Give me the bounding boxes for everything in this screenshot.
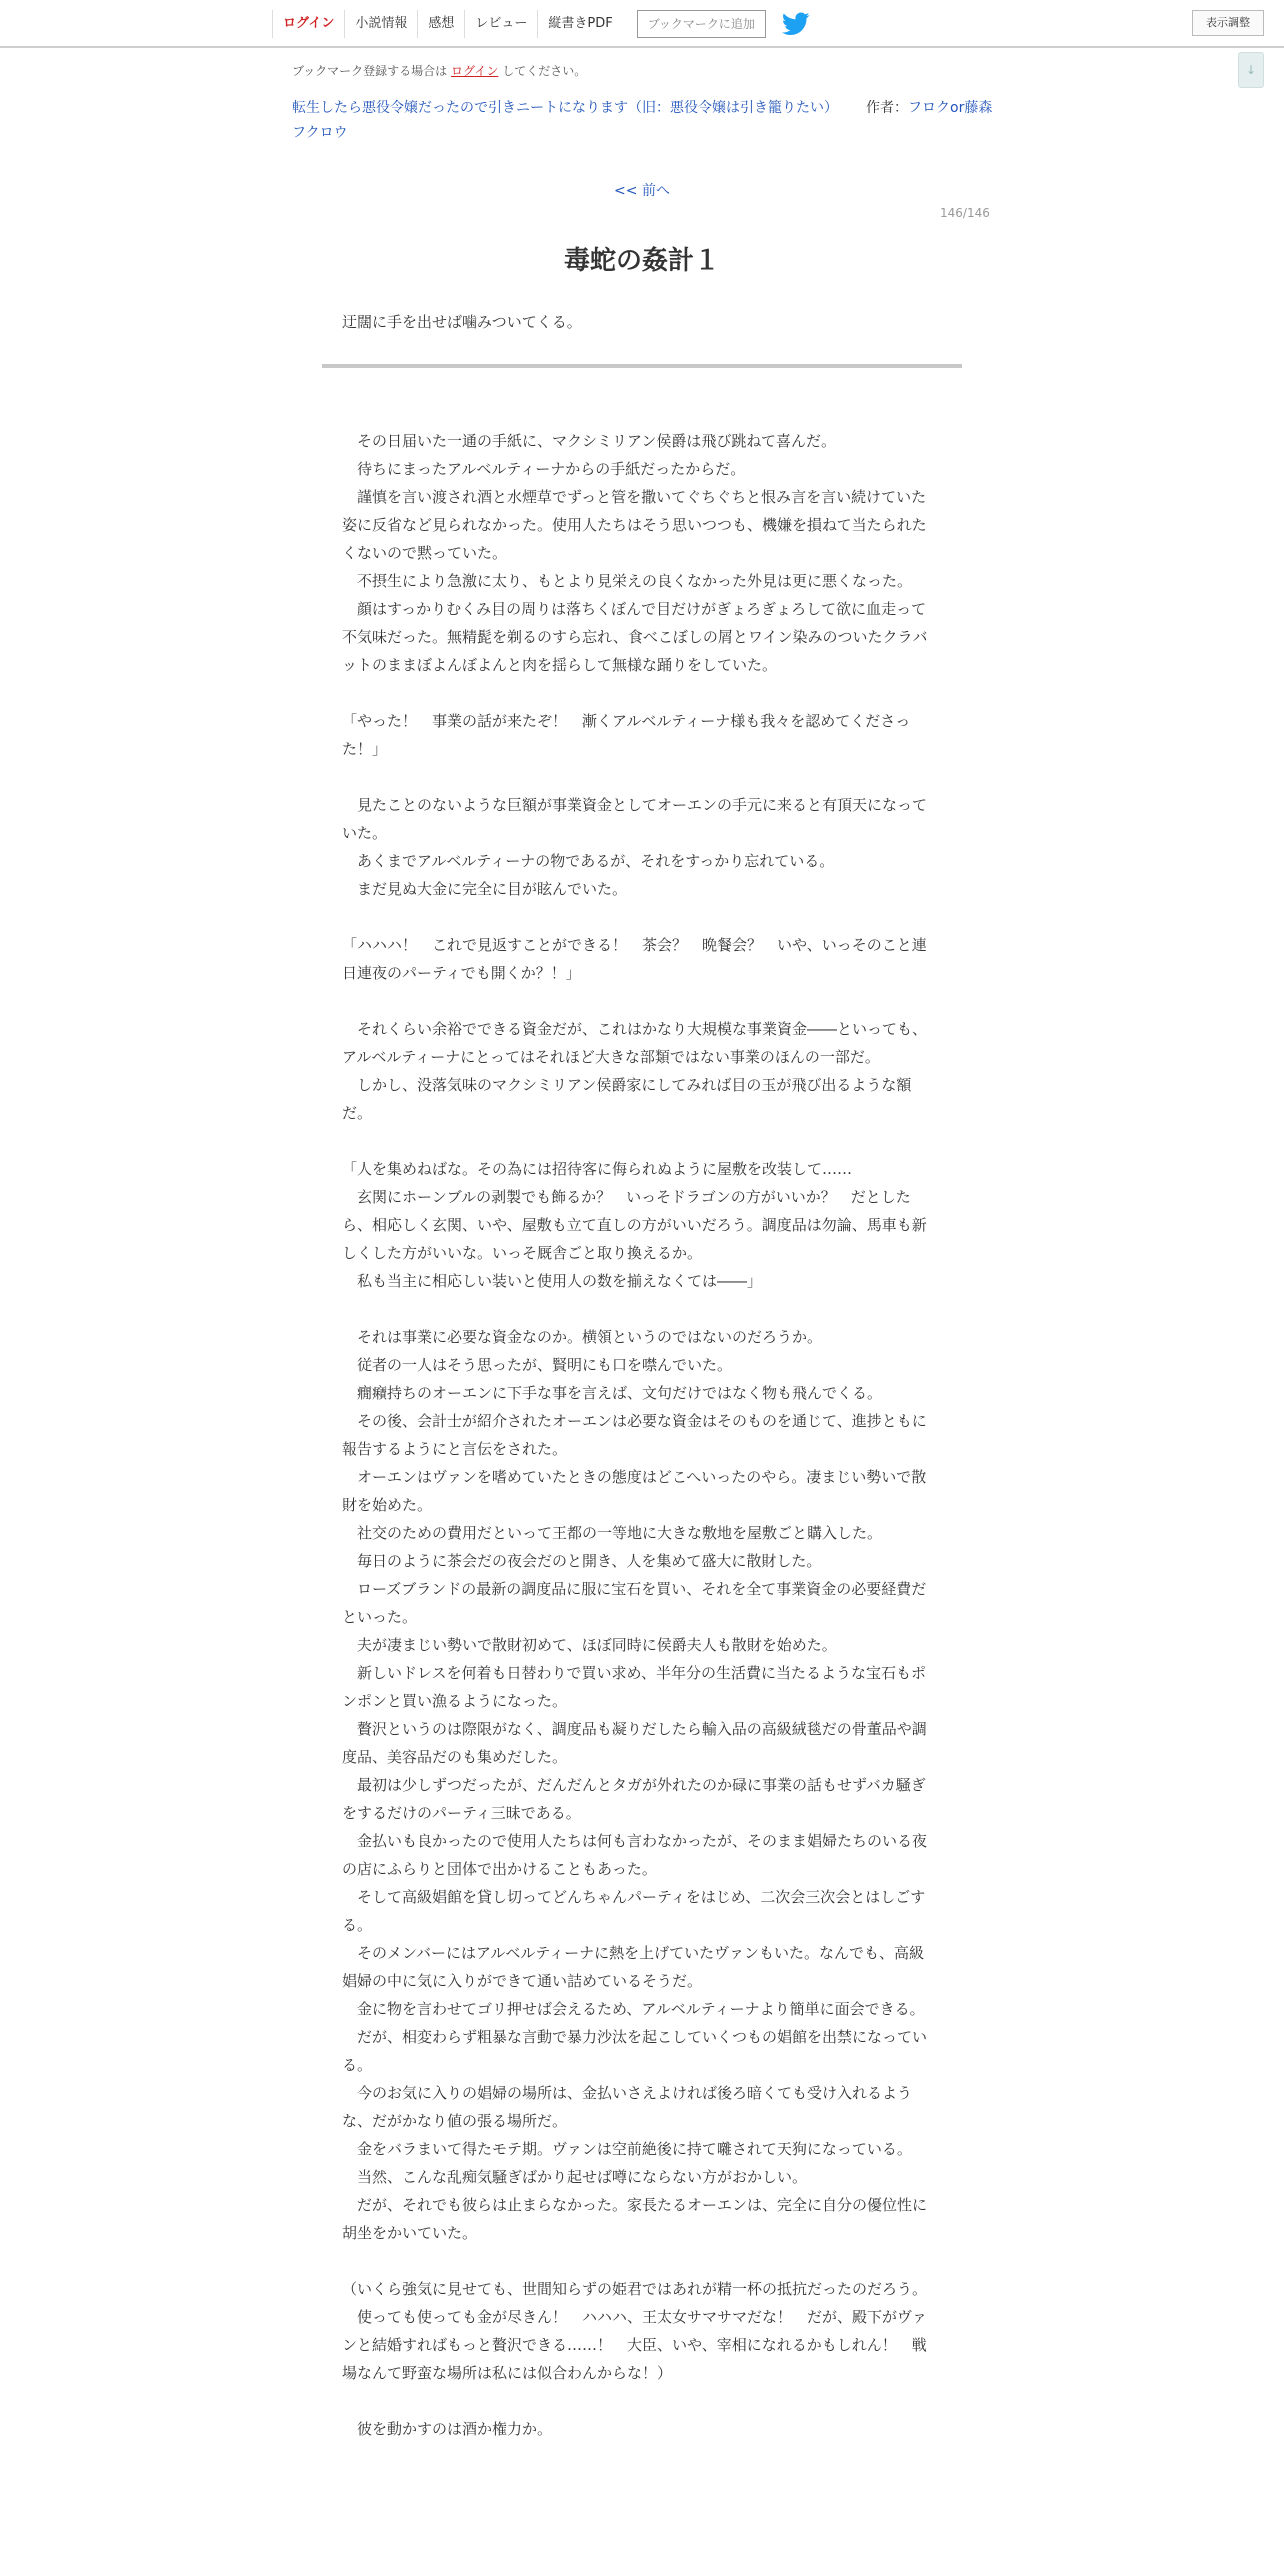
body-paragraph xyxy=(342,903,938,931)
twitter-icon[interactable] xyxy=(782,12,810,36)
body-paragraph: 謹慎を言い渡され酒と水煙草でずっと管を撒いてぐちぐちと恨み言を言い続けていた姿に反省など見られなかった。使用人たちはそう思いつつも、機嫌を損ねて当たられたくないので黙っていた。 xyxy=(342,488,927,562)
body-paragraph: 夫が凄まじい勢いで散財初めて、ほぼ同時に侯爵夫人も散財を始めた。 xyxy=(342,1636,837,1654)
body-paragraph: だが、相変わらず粗暴な言動で暴力沙汰を起こしていくつもの娼館を出禁になっている。 xyxy=(342,2028,928,2074)
chapter-title: 毒蛇の姦計１ xyxy=(563,246,720,276)
body-paragraph: あくまでアルベルティーナの物であるが、それをすっかり忘れている。 xyxy=(342,852,835,870)
novel-title-link[interactable]: 転生したら悪役令嬢だったので引きニートになります（旧：悪役令嬢は引き籠りたい） xyxy=(292,100,838,116)
body-paragraph: オーエンはヴァンを嗜めていたときの態度はどこへいったのやら。凄まじい勢いで散財を始めた。 xyxy=(342,1468,927,1514)
body-paragraph: 金払いも良かったので使用人たちは何も言わなかったが、そのまま娼婦たちのいる夜の店にふらりと団体で出かけることもあった。 xyxy=(342,1832,928,1878)
chapter-preface: 迂闊に手を出せば噛みついてくる。 xyxy=(342,313,582,331)
body-paragraph: まだ見ぬ大金に完全に目が眩んでいた。 xyxy=(342,880,628,898)
body-paragraph: ローズブランドの最新の調度品に服に宝石を買い、それを全て事業資金の必要経費だといった。 xyxy=(342,1580,927,1626)
body-paragraph xyxy=(342,679,938,707)
body-paragraph: 見たことのないような巨額が事業資金としてオーエンの手元に来ると有頂天になっていた。 xyxy=(342,796,928,842)
bookmark-notice xyxy=(292,62,586,79)
page-count: 146/146 xyxy=(940,206,990,220)
body-paragraph: 待ちにまったアルベルティーナからの手紙だったからだ。 xyxy=(342,460,746,478)
body-paragraph: 毎日のように茶会だの夜会だのと開き、人を集めて盛大に散財した。 xyxy=(342,1552,822,1570)
review-link[interactable]: レビュー xyxy=(464,10,537,38)
login-link[interactable]: ログイン xyxy=(272,10,344,38)
add-bookmark-button[interactable]: ブックマークに追加 xyxy=(637,10,766,38)
body-paragraph: 金に物を言わせてゴリ押せば会えるため、アルベルティーナより簡単に面会できる。 xyxy=(342,2000,925,2018)
body-paragraph: 最初は少しずつだったが、だんだんとタガが外れたのか碌に事業の話もせずバカ騒ぎをするだけのパーティ三昧である。 xyxy=(342,1776,926,1822)
novel-info-link[interactable]: 小説情報 xyxy=(344,10,417,38)
body-paragraph: その後、会計士が紹介されたオーエンは必要な資金はそのものを通じて、進捗ともに報告するようにと言伝をされた。 xyxy=(342,1412,927,1458)
body-paragraph xyxy=(342,1295,938,1323)
novel-body xyxy=(342,427,938,2443)
body-paragraph xyxy=(342,2387,938,2415)
body-paragraph: 社交のための費用だといって王都の一等地に大きな敷地を屋敷ごと購入した。 xyxy=(342,1524,883,1542)
body-paragraph: 玄関にホーンブルの剥製でも飾るか？ いっそドラゴンの方がいいか？ だとしたら、相応しく玄関、いや、屋敷も立て直しの方がいいだろう。調度品は勿論、馬車も新しくした方がいいな。いっそ厩舎ごと取り換えるか。 xyxy=(342,1188,927,1262)
impressions-link[interactable]: 感想 xyxy=(417,10,464,38)
body-paragraph xyxy=(342,2247,938,2275)
body-paragraph: 当然、こんな乱痴気騒ぎばかり起せば噂にならない方がおかしい。 xyxy=(342,2168,808,2186)
author-label: 作者： xyxy=(866,100,908,116)
body-paragraph: 癇癪持ちのオーエンに下手な事を言えば、文句だけではなく物も飛んでくる。 xyxy=(342,1384,883,1402)
body-paragraph: 彼を動かすのは酒か権力か。 xyxy=(342,2420,553,2438)
display-settings-button[interactable]: 表示調整 xyxy=(1192,10,1264,36)
body-paragraph: 私も当主に相応しい装いと使用人の数を揃えなくては――」 xyxy=(342,1272,763,1290)
body-paragraph: 顔はすっかりむくみ目の周りは落ちくぼんで目だけがぎょろぎょろして欲に血走って不気味だった。無精髭を剃るのすら忘れ、食べこぼしの屑とワイン染みのついたクラバットのままぼよんぼよんと肉を揺らして無様な踊りをしていた。 xyxy=(342,600,928,674)
body-paragraph: （いくら強気に見せても、世間知らずの姫君ではあれが精一杯の抵抗だったのだろう。 xyxy=(342,2280,928,2298)
body-paragraph: その日届いた一通の手紙に、マクシミリアン侯爵は飛び跳ねて喜んだ。 xyxy=(342,432,837,450)
scroll-down-button[interactable]: ↓ xyxy=(1238,52,1264,88)
body-paragraph: 使っても使っても金が尽きん！ ハハハ、王太女サマサマだな！ だが、殿下がヴァンと結婚すればもっと贅沢できる……！ 大臣、いや、宰相になれるかもしれん！ 戦場なんて野蛮な場所は私には似合わんからな！） xyxy=(342,2308,927,2382)
body-paragraph: それは事業に必要な資金なのか。横領というのではないのだろうか。 xyxy=(342,1328,823,1346)
body-paragraph: だが、それでも彼らは止まらなかった。家長たるオーエンは、完全に自分の優位性に胡坐をかいていた。 xyxy=(342,2196,928,2242)
body-paragraph xyxy=(342,987,938,1015)
body-paragraph: 従者の一人はそう思ったが、賢明にも口を噤んでいた。 xyxy=(342,1356,733,1374)
body-paragraph: 金をバラまいて得たモテ期。ヴァンは空前絶後に持て囃されて天狗になっている。 xyxy=(342,2140,912,2158)
body-paragraph: 「ハハハ！ これで見返すことができる！ 茶会？ 晩餐会？ いや、いっそのこと連日連夜のパーティでも開くか？！」 xyxy=(342,936,927,982)
main-nav xyxy=(272,8,810,40)
body-paragraph: 贅沢というのは際限がなく、調度品も凝りだしたら輸入品の高級絨毯だの骨董品や調度品、美容品だのも集めだした。 xyxy=(342,1720,927,1766)
body-paragraph: 不摂生により急激に太り、もとより見栄えの良くなかった外見は更に悪くなった。 xyxy=(342,572,913,590)
body-paragraph: 「やった！ 事業の話が来たぞ！ 漸くアルベルティーナ様も我々を認めてくださった！」 xyxy=(342,712,911,758)
body-paragraph: 「人を集めねばな。その為には招待客に侮られぬように屋敷を改装して…… xyxy=(342,1160,853,1178)
preface-divider xyxy=(322,364,962,368)
notice-suffix: してください。 xyxy=(498,64,587,78)
notice-prefix: ブックマーク登録する場合は xyxy=(292,64,451,78)
body-paragraph: しかし、没落気味のマクシミリアン侯爵家にしてみれば目の玉が飛び出るような額だ。 xyxy=(342,1076,912,1122)
body-paragraph xyxy=(342,1127,938,1155)
prev-page-link[interactable]: << 前へ xyxy=(614,183,670,199)
body-paragraph: 新しいドレスを何着も日替わりで買い求め、半年分の生活費に当たるような宝石もポンポンと買い漁るようになった。 xyxy=(342,1664,926,1710)
top-toolbar xyxy=(0,0,1284,48)
body-paragraph: そして高級娼館を貸し切ってどんちゃんパーティをはじめ、二次会三次会とはしごする。 xyxy=(342,1888,926,1934)
notice-login-link[interactable]: ログイン xyxy=(450,64,499,78)
body-paragraph: それくらい余裕でできる資金だが、これはかなり大規模な事業資金――といっても、アルベルティーナにとってはそれほど大きな部類ではない事業のほんの一部だ。 xyxy=(342,1020,928,1066)
author-link[interactable]: フロクor藤森フクロウ xyxy=(292,100,993,141)
vertical-pdf-link[interactable]: 縦書きPDF xyxy=(537,10,622,38)
body-paragraph xyxy=(342,763,938,791)
novel-info xyxy=(292,96,1002,146)
body-paragraph: 今のお気に入りの娼婦の場所は、金払いさえよければ後ろ暗くても受け入れるような、だがかなり値の張る場所だ。 xyxy=(342,2084,913,2130)
body-paragraph: そのメンバーにはアルベルティーナに熱を上げていたヴァンもいた。なんでも、高級娼婦の中に気に入りができて通い詰めているそうだ。 xyxy=(342,1944,925,1990)
